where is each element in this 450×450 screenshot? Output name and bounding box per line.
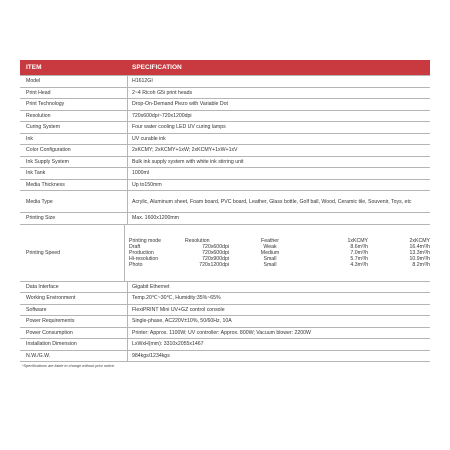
item-header: ITEM xyxy=(26,64,42,71)
row-value: Acrylic, Aluminum sheet, Foam board, PVC board, Leather, Glass bottle, Golf ball, Wood, Ceramic tile, Souvenir, Toys, etc xyxy=(132,198,412,205)
speed-resolution: 720x900dpi xyxy=(202,255,229,262)
row-label: Curing System xyxy=(20,122,128,133)
table-row xyxy=(20,111,430,123)
table-row xyxy=(20,180,430,192)
spec-header: SPECIFICATION xyxy=(132,64,182,71)
speed-mode: Production xyxy=(129,249,154,256)
table-row xyxy=(20,316,430,328)
speed-resolution: 720x600dpi xyxy=(202,249,229,256)
speed-1xkcmy: 7.0m²/h xyxy=(350,249,368,256)
speed-resolution: 720x1200dpi xyxy=(199,261,229,268)
row-value: UV curable ink xyxy=(132,135,166,142)
speed-2xkcmy: 13.3m²/h xyxy=(409,249,430,256)
table-row xyxy=(20,75,430,88)
speed-2xkcmy: 8.2m²/h xyxy=(412,261,430,268)
table-row xyxy=(20,168,430,180)
row-label: Color Configuration xyxy=(20,145,128,156)
table-row xyxy=(20,282,430,294)
speed-header-mode: Printing mode xyxy=(129,237,162,244)
speed-mode: Hi-resolution xyxy=(129,255,159,262)
row-label: Media Thickness xyxy=(20,180,128,191)
speed-feather: Weak xyxy=(263,243,277,250)
row-value: Single-phase, AC220V±10%, 50/60Hz, 10A xyxy=(132,318,232,325)
table-header xyxy=(20,60,430,75)
printing-speed-row xyxy=(20,225,430,282)
row-label: Data Interface xyxy=(20,282,128,293)
speed-feather: Small xyxy=(263,255,277,262)
speed-row xyxy=(129,262,430,268)
row-value: Max. 1600x1200mm xyxy=(132,215,179,222)
row-label: Power Requirements xyxy=(20,316,128,327)
row-label: Power Consumption xyxy=(20,328,128,339)
speed-mode: Photo xyxy=(129,261,143,268)
table-row xyxy=(20,213,430,225)
row-label: Working Environment xyxy=(20,293,128,304)
table-row xyxy=(20,293,430,305)
row-value: Printer: Approx. 1100W; UV controller: Approx. 800W; Vacuum blower: 2200W xyxy=(132,329,311,336)
row-label: Printing Size xyxy=(20,213,128,224)
footnote: *Specifications are liable to change without prior notice. xyxy=(22,364,116,368)
row-label: Resolution xyxy=(20,111,128,122)
row-value: Drop-On-Demand Piezo with Variable Dot xyxy=(132,101,228,108)
row-label: Print Technology xyxy=(20,99,128,110)
speed-header-feather: Feather xyxy=(261,237,279,244)
spec-table xyxy=(20,60,430,368)
row-label: Print Head xyxy=(20,88,128,99)
row-value: Four water cooling LED UV curing lamps xyxy=(132,124,226,131)
speed-feather: Medium xyxy=(260,249,280,256)
row-value: Gigabit Ethernet xyxy=(132,283,170,290)
row-value: Temp.20℃~30℃, Humidity:35%~65% xyxy=(132,295,221,302)
table-row xyxy=(20,191,430,213)
row-value: LxWxH(mm): 3310x2055x1467 xyxy=(132,341,204,348)
speed-header-1xkcmy: 1xKCMY xyxy=(347,237,368,244)
row-value: FlexiPRINT Mini UV+GZ control console xyxy=(132,306,225,313)
table-row xyxy=(20,145,430,157)
row-value: 720x600dpi~720x1200dpi xyxy=(132,112,192,119)
row-value: 1000ml xyxy=(132,170,150,177)
row-label: Installation Dimension xyxy=(20,339,128,350)
row-value: 984kgs/1234kgs xyxy=(132,352,170,359)
speed-1xkcmy: 5.7m²/h xyxy=(350,255,368,262)
table-row xyxy=(20,99,430,111)
row-value: 2xKCMY; 2xKCMY+1xW; 2xKCMY+1xW+1xV xyxy=(132,147,238,154)
table-row xyxy=(20,305,430,317)
speed-2xkcmy: 16.4m²/h xyxy=(409,243,430,250)
table-row xyxy=(20,328,430,340)
table-row xyxy=(20,339,430,351)
row-label: Model xyxy=(20,76,128,87)
row-label: Ink Supply System xyxy=(20,157,128,168)
row-value: 2~4 Ricoh G5i print heads xyxy=(132,89,193,96)
speed-2xkcmy: 10.9m²/h xyxy=(409,255,430,262)
table-row xyxy=(20,88,430,100)
row-label: Software xyxy=(20,305,128,316)
table-row xyxy=(20,134,430,146)
speed-header-resolution: Resolution xyxy=(185,237,210,244)
speed-mode: Draft xyxy=(129,243,141,250)
speed-1xkcmy: 4.3m²/h xyxy=(350,261,368,268)
speed-1xkcmy: 8.6m²/h xyxy=(350,243,368,250)
row-label: Ink Tank xyxy=(20,168,128,179)
row-label: Ink xyxy=(20,134,128,145)
speed-feather: Small xyxy=(263,261,277,268)
row-value: Up to150mm xyxy=(132,181,162,188)
table-row xyxy=(20,157,430,169)
row-label: Media Type xyxy=(20,191,128,212)
row-value: Bulk ink supply system with white ink stirring unit xyxy=(132,158,244,165)
table-row xyxy=(20,122,430,134)
speed-resolution: 720x600dpi xyxy=(202,243,229,250)
speed-header-2xkcmy: 2xKCMY xyxy=(409,237,430,244)
row-value: H1612GI xyxy=(132,78,153,85)
printing-speed-grid xyxy=(125,238,430,268)
row-label: Printing Speed xyxy=(20,225,125,281)
row-label: N.W./G.W. xyxy=(20,351,128,362)
table-row xyxy=(20,351,430,363)
